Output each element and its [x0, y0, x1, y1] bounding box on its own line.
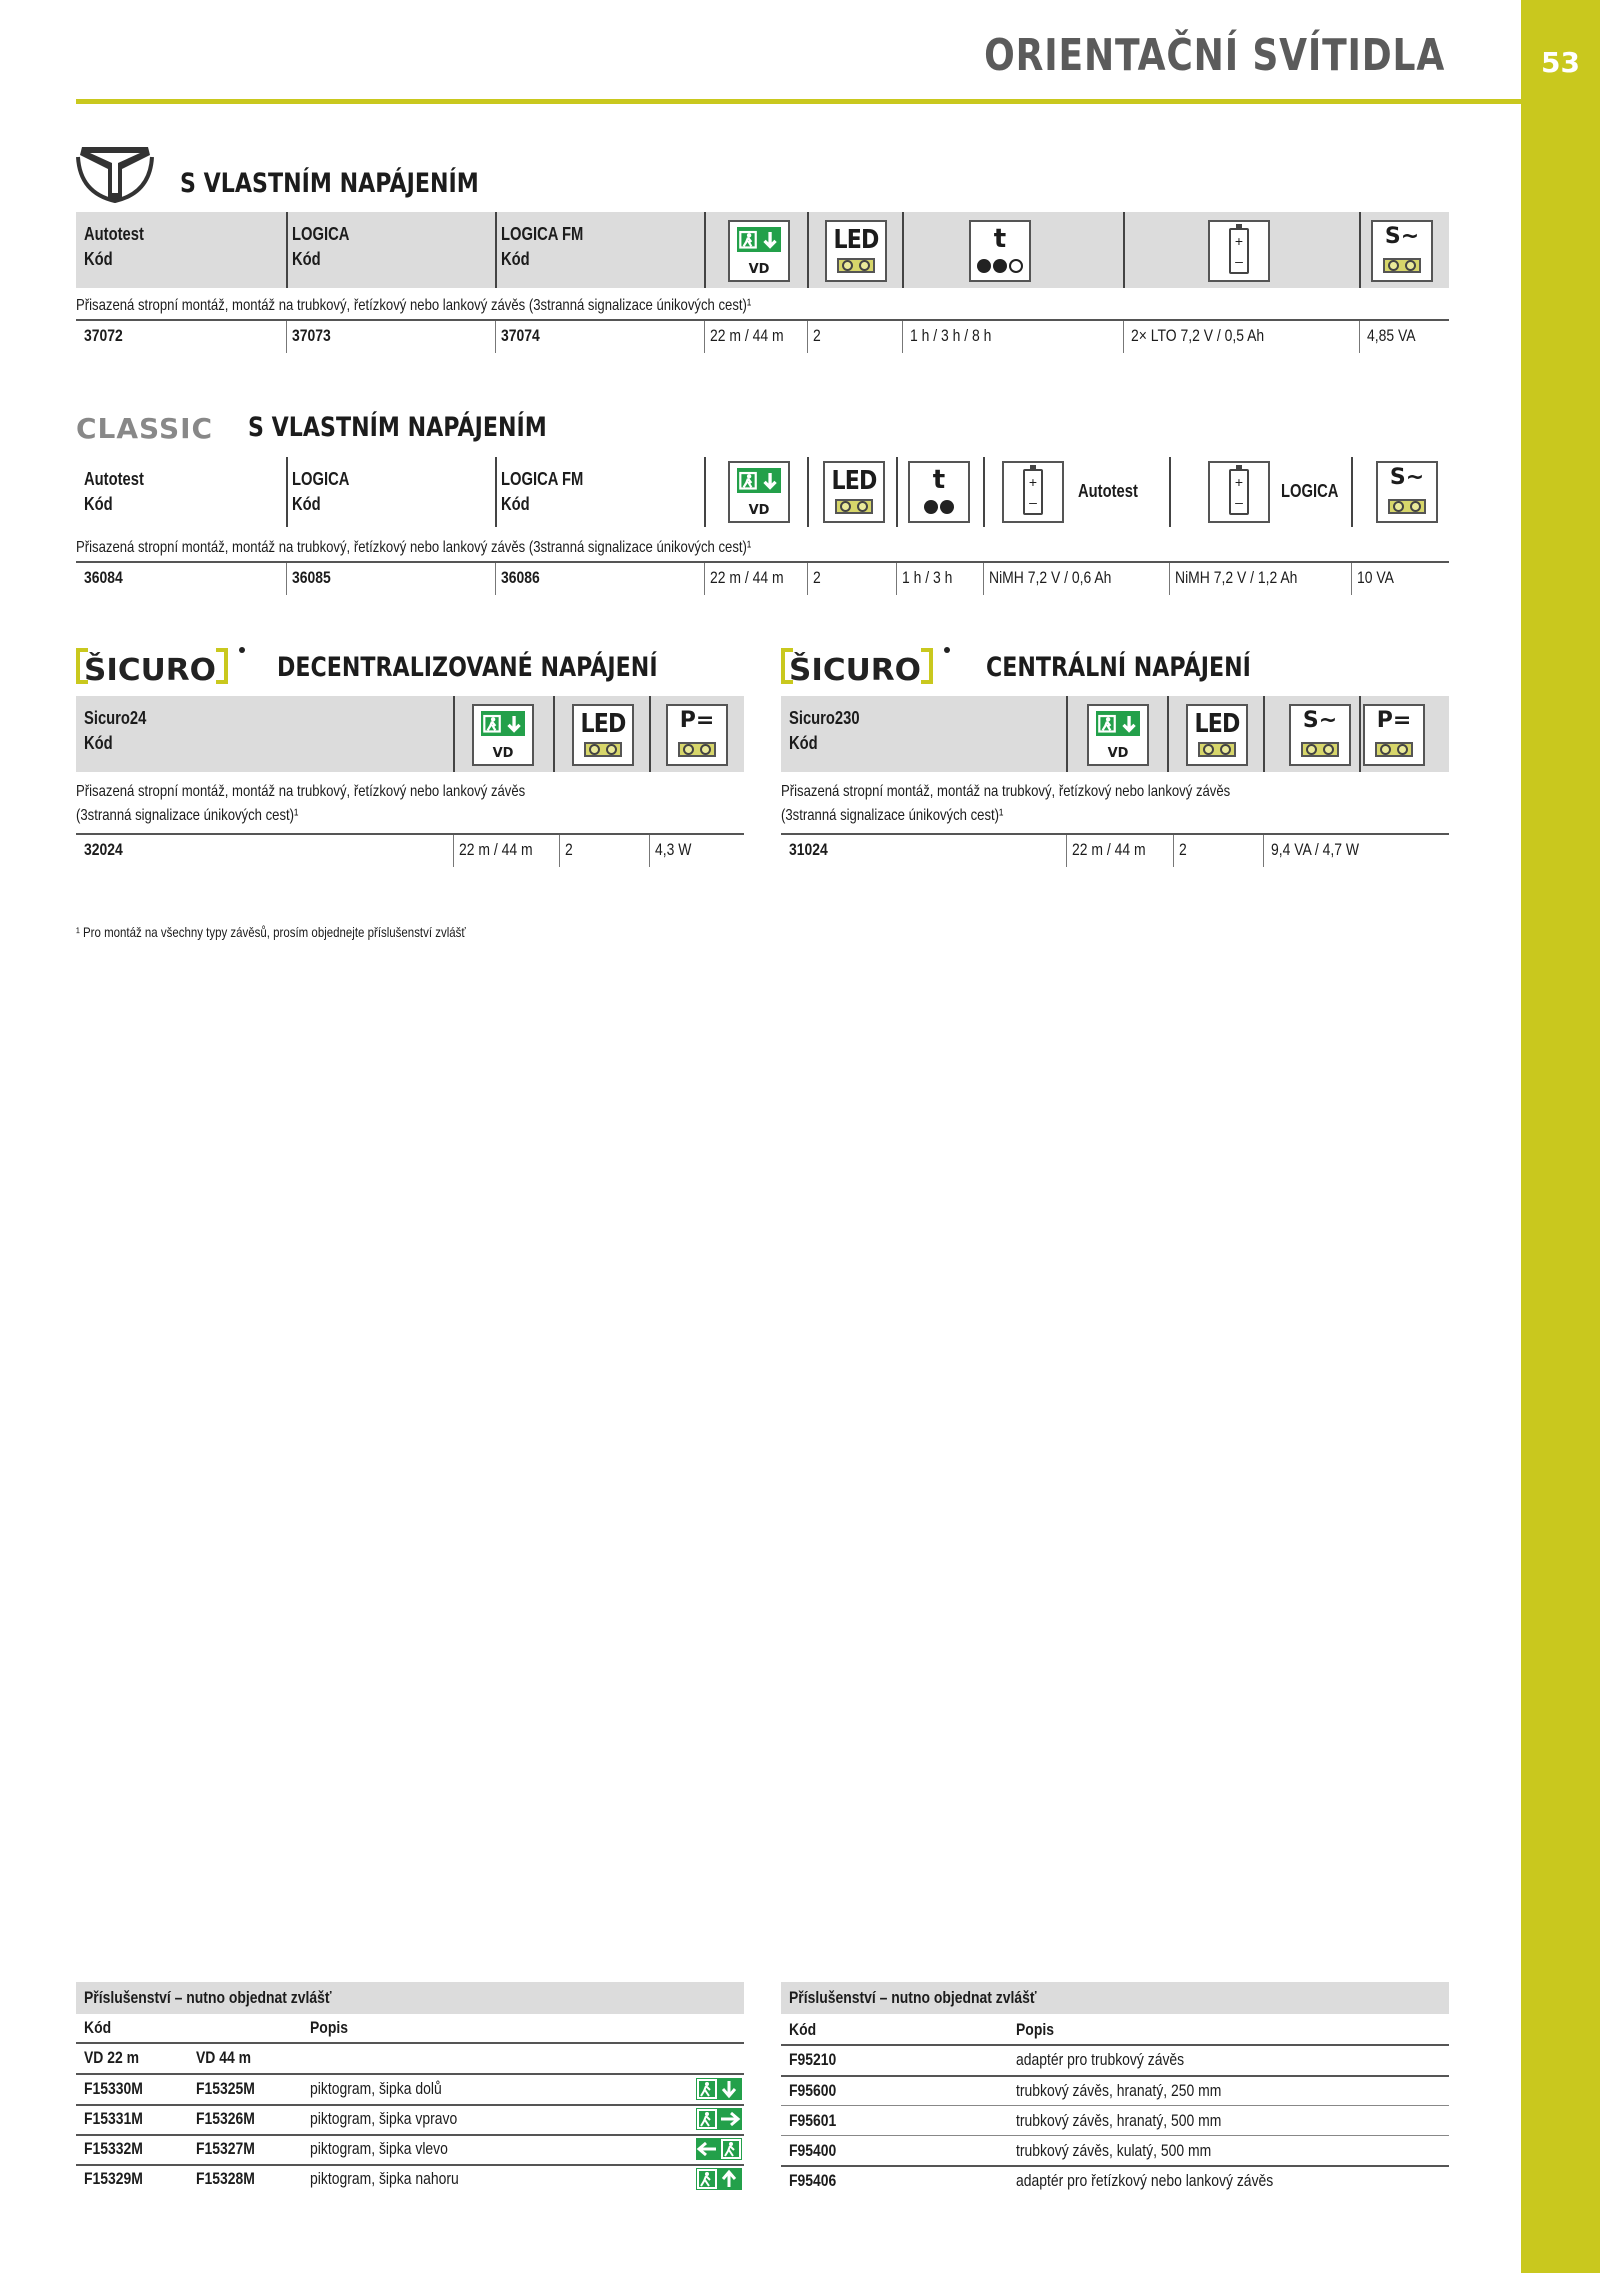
spec-header-row: [76, 457, 1449, 527]
mounting-description: Přisazená stropní montáž, montáž na trubkový, řetízkový nebo lankový závěs (3stranná signalizace únikových cest)¹: [76, 539, 752, 556]
mounting-description: Přisazená stropní montáž, montáž na trubkový, řetízkový nebo lankový závěs (3stranná signalizace únikových cest)¹: [76, 783, 526, 824]
section-title-classic: S VLASTNÍM NAPÁJENÍM: [248, 412, 547, 443]
arrow-right-pictogram-icon: [696, 2108, 742, 2130]
led-count: 2: [813, 326, 821, 345]
svg-text:ŠICURO: ŠICURO: [84, 653, 212, 688]
spec-header-row: [781, 696, 1449, 772]
footnote: ¹ Pro montáž na všechny typy závěsů, prosím objednejte příslušenství zvlášť: [76, 924, 466, 940]
page-title: ORIENTAČNÍ SVÍTIDLA: [984, 30, 1445, 81]
viewing-distance: 22 m / 44 m: [459, 840, 533, 859]
ac-power-icon: S~: [1289, 704, 1351, 766]
header-sicuro230: Sicuro230 Kód: [789, 708, 860, 753]
dc-power-icon: P=: [1363, 704, 1425, 766]
battery-logica: NiMH 7,2 V / 1,2 Ah: [1175, 568, 1298, 587]
led-icon: LED: [1186, 704, 1248, 766]
duration-timer-icon: t: [969, 220, 1031, 282]
header-autotest: Autotest Kód: [84, 224, 144, 269]
led-icon: LED: [825, 220, 887, 282]
viewing-distance: 22 m / 44 m: [1072, 840, 1146, 859]
led-count: 2: [1179, 840, 1187, 859]
sub-vd44: VD 44 m: [196, 2048, 252, 2067]
table-row: [76, 835, 744, 867]
battery-autotest: NiMH 7,2 V / 0,6 Ah: [989, 568, 1112, 587]
col-code: Kód: [84, 2018, 112, 2037]
col-description: Popis: [1016, 2020, 1054, 2039]
sicuro-logo: [781, 642, 961, 688]
exit-sign-vd-icon: VD: [472, 704, 534, 766]
accessories-title: Příslušenství – nutno objednat zvlášť: [84, 1988, 332, 2007]
duration-timer-icon: t: [908, 461, 970, 523]
spec-header-row: [76, 696, 744, 772]
table-row: [76, 321, 1449, 353]
dc-power-icon: P=: [666, 704, 728, 766]
title-rule: [76, 99, 1521, 104]
power: 4,3 W: [655, 840, 692, 859]
battery-icon: + –: [1208, 461, 1270, 523]
power: 4,85 VA: [1367, 326, 1416, 345]
code-sicuro230: 31024: [789, 840, 828, 859]
power: 10 VA: [1357, 568, 1394, 587]
code-logica-fm: 36086: [501, 568, 540, 587]
viewing-distance: 22 m / 44 m: [710, 568, 784, 587]
code-autotest: 36084: [84, 568, 123, 587]
sicuro-logo: [76, 642, 256, 688]
classic-logo: CLASSIC: [76, 412, 214, 445]
battery-label-logica: LOGICA: [1281, 481, 1339, 501]
accessories-table-left: Příslušenství – nutno objednat zvlášť Kód Popis VD 22 m VD 44 m F15330M F15325M piktogram, šipka dolů F15331M F15326M piktogram, šipka vpravo F15332M F15327M piktogram, šipka vlevo F15329M F15328M piktogram, šipka nahoru: [76, 1982, 744, 2202]
table-row: [781, 835, 1449, 867]
header-logica: LOGICA Kód: [292, 224, 350, 269]
page-number: 53: [1541, 46, 1580, 79]
battery-icon: + –: [1208, 220, 1270, 282]
viewing-distance: 22 m / 44 m: [710, 326, 784, 345]
led-icon: LED: [572, 704, 634, 766]
header-logica: LOGICA Kód: [292, 469, 350, 514]
led-count: 2: [813, 568, 821, 587]
exit-sign-vd-icon: VD: [1087, 704, 1149, 766]
t-product-logo: [76, 143, 154, 208]
spec-header-row: [76, 212, 1449, 288]
mounting-description: Přisazená stropní montáž, montáž na trubkový, řetízkový nebo lankový závěs (3stranná signalizace únikových cest)¹: [781, 783, 1231, 824]
code-autotest: 37072: [84, 326, 123, 345]
page-sidebar: [1521, 0, 1600, 2273]
sub-vd22: VD 22 m: [84, 2048, 140, 2067]
accessories-table-right: Příslušenství – nutno objednat zvlášť Kód Popis F95210 adaptér pro trubkový závěs F95600 trubkový závěs, hranatý, 250 mm F95601 trubkový závěs, hranatý, 500 mm F95400 trubkový závěs, kulatý, 500 mm F95406 adaptér pro řetízkový nebo lankový závěs: [781, 1982, 1449, 2182]
mounting-description: Přisazená stropní montáž, montáž na trubkový, řetízkový nebo lankový závěs (3stranná signalizace únikových cest)¹: [76, 297, 752, 314]
exit-sign-vd-icon: VD: [728, 220, 790, 282]
arrow-down-pictogram-icon: [696, 2078, 742, 2100]
arrow-left-pictogram-icon: [696, 2138, 742, 2160]
code-logica: 37073: [292, 326, 331, 345]
header-logica-fm: LOGICA FM Kód: [501, 469, 584, 514]
code-logica-fm: 37074: [501, 326, 540, 345]
header-sicuro24: Sicuro24 Kód: [84, 708, 147, 753]
battery-icon: + –: [1002, 461, 1064, 523]
accessories-title: Příslušenství – nutno objednat zvlášť: [789, 1988, 1037, 2007]
led-count: 2: [565, 840, 573, 859]
section-title-self-powered: S VLASTNÍM NAPÁJENÍM: [180, 168, 479, 199]
header-logica-fm: LOGICA FM Kód: [501, 224, 584, 269]
col-code: Kód: [789, 2020, 817, 2039]
duration: 1 h / 3 h / 8 h: [910, 326, 992, 345]
arrow-up-pictogram-icon: [696, 2168, 742, 2190]
duration: 1 h / 3 h: [902, 568, 953, 587]
ac-power-icon: S~: [1376, 461, 1438, 523]
table-row: [76, 563, 1449, 595]
code-logica: 36085: [292, 568, 331, 587]
section-title-central: CENTRÁLNÍ NAPÁJENÍ: [986, 652, 1251, 683]
section-title-decentralized: DECENTRALIZOVANÉ NAPÁJENÍ: [277, 652, 658, 683]
svg-text:ŠICURO: ŠICURO: [789, 653, 917, 688]
power: 9,4 VA / 4,7 W: [1271, 840, 1360, 859]
battery-label-autotest: Autotest: [1078, 481, 1138, 501]
led-icon: LED: [823, 461, 885, 523]
ac-power-icon: S~: [1371, 220, 1433, 282]
header-autotest: Autotest Kód: [84, 469, 144, 514]
col-description: Popis: [310, 2018, 348, 2037]
code-sicuro24: 32024: [84, 840, 123, 859]
battery: 2× LTO 7,2 V / 0,5 Ah: [1131, 326, 1265, 345]
exit-sign-vd-icon: VD: [728, 461, 790, 523]
